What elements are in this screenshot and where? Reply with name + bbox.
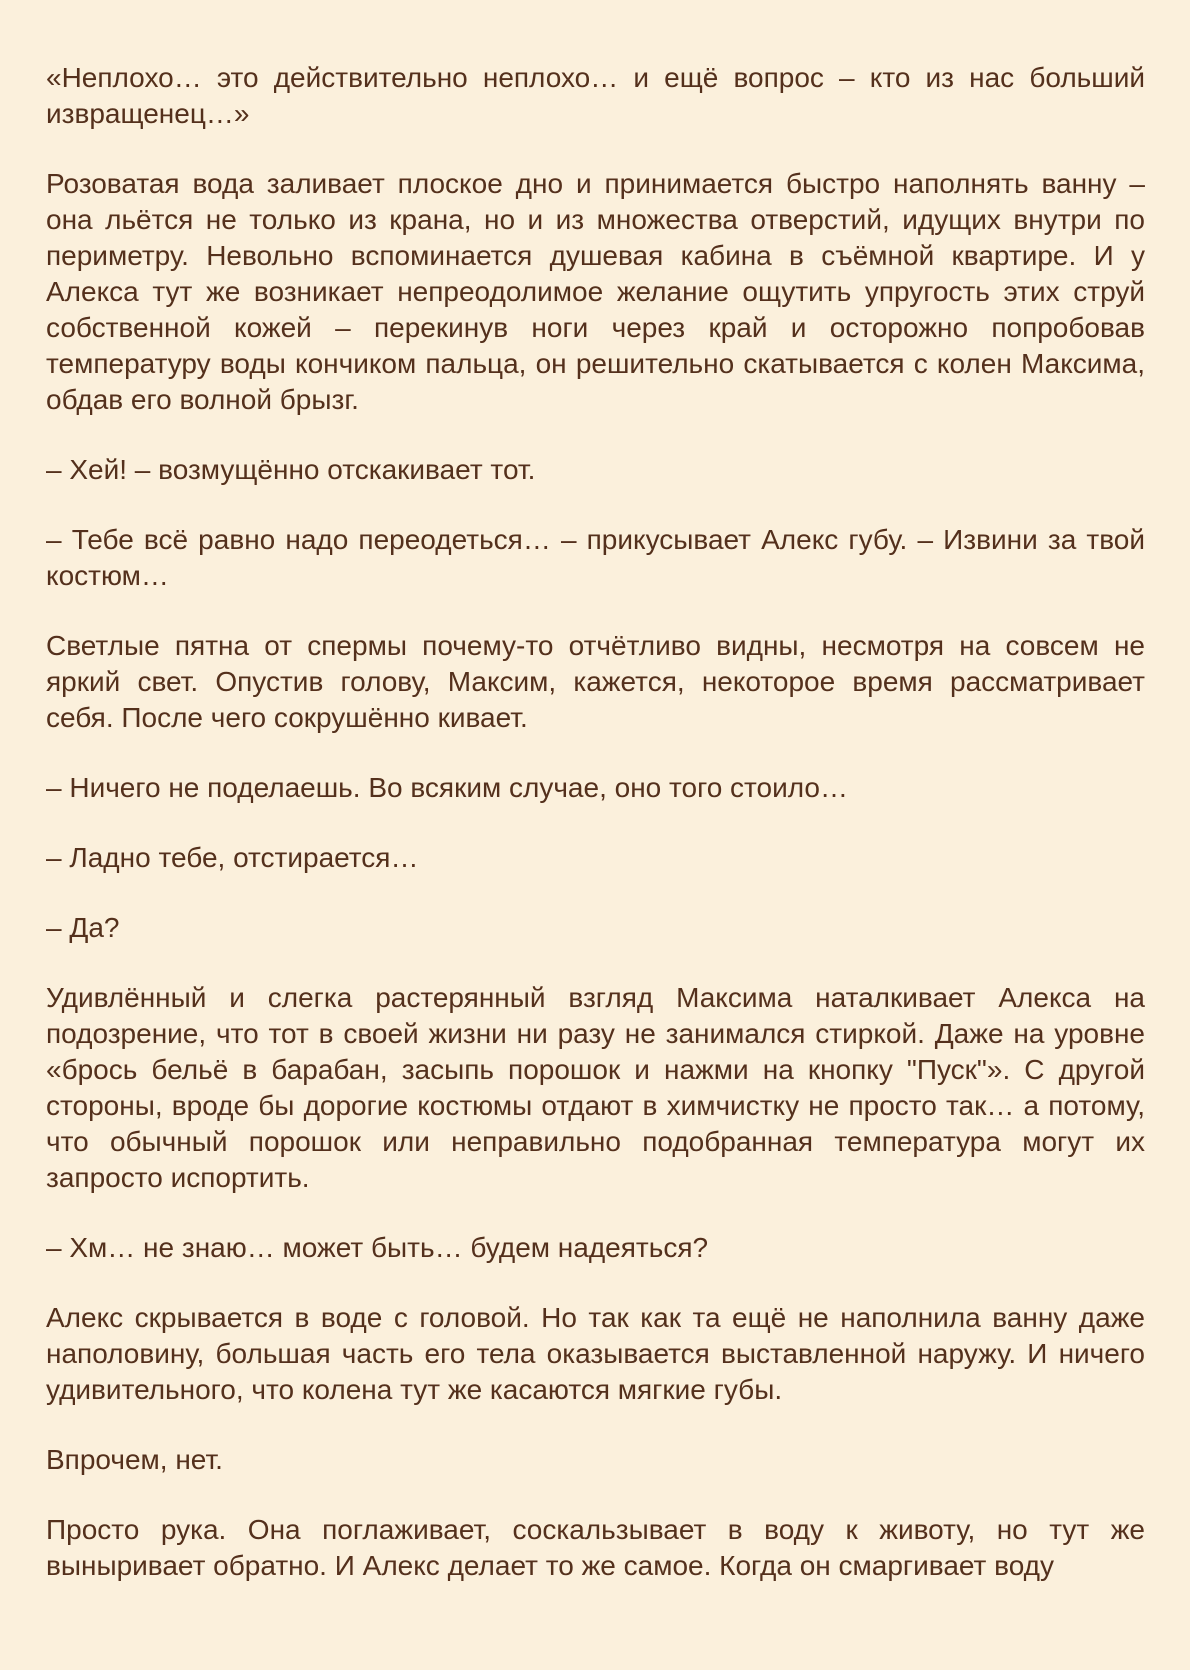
paragraph-1: «Неплохо… это действительно неплохо… и ещё вопрос – кто из нас больший извращенец…» (46, 62, 1145, 129)
paragraph-9: Удивлённый и слегка растерянный взгляд Максима наталкивает Алекса на подозрение, что тот в своей жизни ни разу не занимался стиркой. Даже на уровне «брось бельё в барабан, засыпь порошок и нажми на кнопку "Пуск"». С другой стороны, вроде бы дорогие костюмы отдают в химчистку не просто так… а потому, что обычный порошок или неправильно подобранная температура могут их запросто испортить. (46, 982, 1145, 1193)
paragraph-3: – Хей! – возмущённо отскакивает тот. (46, 454, 536, 485)
paragraph-4: – Тебе всё равно надо переодеться… – прикусывает Алекс губу. – Извини за твой костюм… (46, 524, 1145, 591)
paragraph-13: Просто рука. Она поглаживает, соскальзывает в воду к животу, но тут же выныривает обратно. И Алекс делает то же самое. Когда он смаргивает воду (46, 1514, 1145, 1581)
paragraph-2: Розоватая вода заливает плоское дно и принимается быстро наполнять ванну – она льётся не только из крана, но и из множества отверстий, идущих внутри по периметру. Невольно вспоминается душевая кабина в съёмной квартире. И у Алекса тут же возникает непреодолимое желание ощутить упругость этих струй собственной кожей – перекинув ноги через край и осторожно попробовав температуру воды кончиком пальца, он решительно скатывается с колен Максима, обдав его волной брызг. (46, 168, 1145, 415)
paragraph-8: – Да? (46, 912, 120, 943)
paragraph-11: Алекс скрывается в воде с головой. Но так как та ещё не наполнила ванну даже наполовину, большая часть его тела оказывается выставленной наружу. И ничего удивительного, что колена тут же касаются мягкие губы. (46, 1302, 1145, 1405)
paragraph-6: – Ничего не поделаешь. Во всяким случае, оно того стоило… (46, 772, 848, 803)
paragraph-5: Светлые пятна от спермы почему-то отчётливо видны, несмотря на совсем не яркий свет. Опустив голову, Максим, кажется, некоторое время рассматривает себя. После чего сокрушённо кивает. (46, 630, 1145, 733)
paragraph-12: Впрочем, нет. (46, 1444, 223, 1475)
paragraph-7: – Ладно тебе, отстирается… (46, 842, 419, 873)
paragraph-10: – Хм… не знаю… может быть… будем надеяться? (46, 1232, 709, 1263)
